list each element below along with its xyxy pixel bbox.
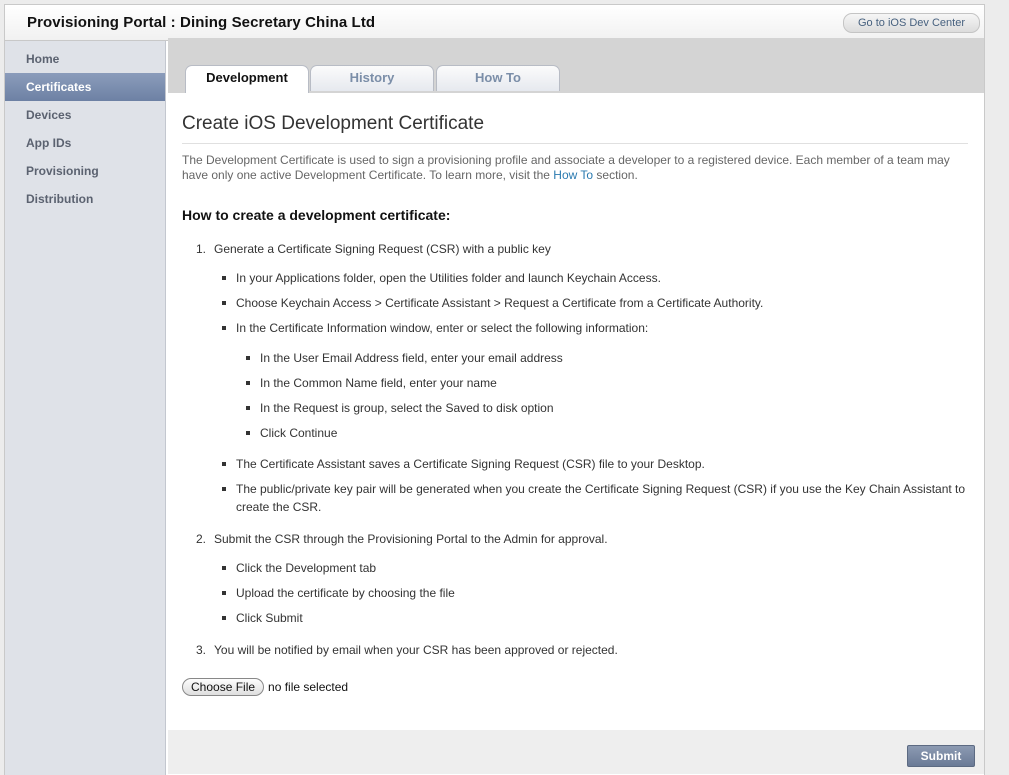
list-item: In your Applications folder, open the Utilities folder and launch Keychain Access. [236,269,966,287]
footer-bar [168,730,984,774]
step-text: Submit the CSR through the Provisioning Portal to the Admin for approval. [214,532,608,546]
step-number: 3. [195,643,206,657]
intro-text-end: section. [593,168,638,182]
tab-history[interactable]: History [310,65,434,91]
list-item: Upload the certificate by choosing the file [236,584,966,602]
tab-development[interactable]: Development [185,65,309,94]
sidebar-item-devices[interactable]: Devices [26,108,72,122]
intro-text [182,153,972,183]
sidebar-item-app-ids[interactable]: App IDs [26,136,72,150]
page-title: Create iOS Development Certificate [182,113,968,144]
step-text: Generate a Certificate Signing Request (CSR) with a public key [214,242,551,256]
intro-text-start: The Development Certificate is used to sign a provisioning profile and associate a developer to a registered device. Each member of a team may have only one active Development Certificate. To learn more, visit the [182,153,950,182]
content-area [168,93,973,730]
tab-bar [168,38,984,93]
submit-button[interactable]: Submit [907,745,975,767]
list-item: Choose Keychain Access > Certificate Assistant > Request a Certificate from a Certificate Authority. [236,294,966,312]
list-item: Click Continue [260,424,960,442]
sidebar-nav [5,41,166,775]
main-panel [168,38,984,774]
step-number: 2. [195,532,206,546]
file-upload-row [182,678,348,696]
step-number: 1. [195,242,206,256]
list-item: Click Submit [236,609,966,627]
list-item: The Certificate Assistant saves a Certificate Signing Request (CSR) file to your Desktop. [236,455,971,473]
list-item: In the Common Name field, enter your name [260,374,960,392]
list-item: In the Request is group, select the Saved to disk option [260,399,960,417]
step-text: You will be notified by email when your CSR has been approved or rejected. [214,643,618,657]
header-bar [5,5,984,41]
list-item: In the User Email Address field, enter your email address [260,349,960,367]
list-item: In the Certificate Information window, enter or select the following information: [236,319,966,337]
portal-title: Provisioning Portal : Dining Secretary China Ltd [27,14,376,31]
how-to-heading: How to create a development certificate: [182,207,451,223]
go-to-dev-center-button[interactable]: Go to iOS Dev Center [843,13,980,33]
list-item: Click the Development tab [236,559,966,577]
how-to-link[interactable]: How To [553,168,594,182]
sidebar-item-provisioning[interactable]: Provisioning [26,164,99,178]
sidebar-item-home[interactable]: Home [26,52,60,66]
choose-file-button[interactable]: Choose File [182,678,264,696]
sidebar-item-distribution[interactable]: Distribution [26,192,94,206]
sidebar-item-certificates[interactable]: Certificates [5,73,165,101]
tab-how-to[interactable]: How To [436,65,560,91]
file-status-text: no file selected [268,680,349,694]
list-item: The public/private key pair will be generated when you create the Certificate Signing Request (CSR) if you use the Key Chain Assistant to create the CSR. [236,480,973,516]
